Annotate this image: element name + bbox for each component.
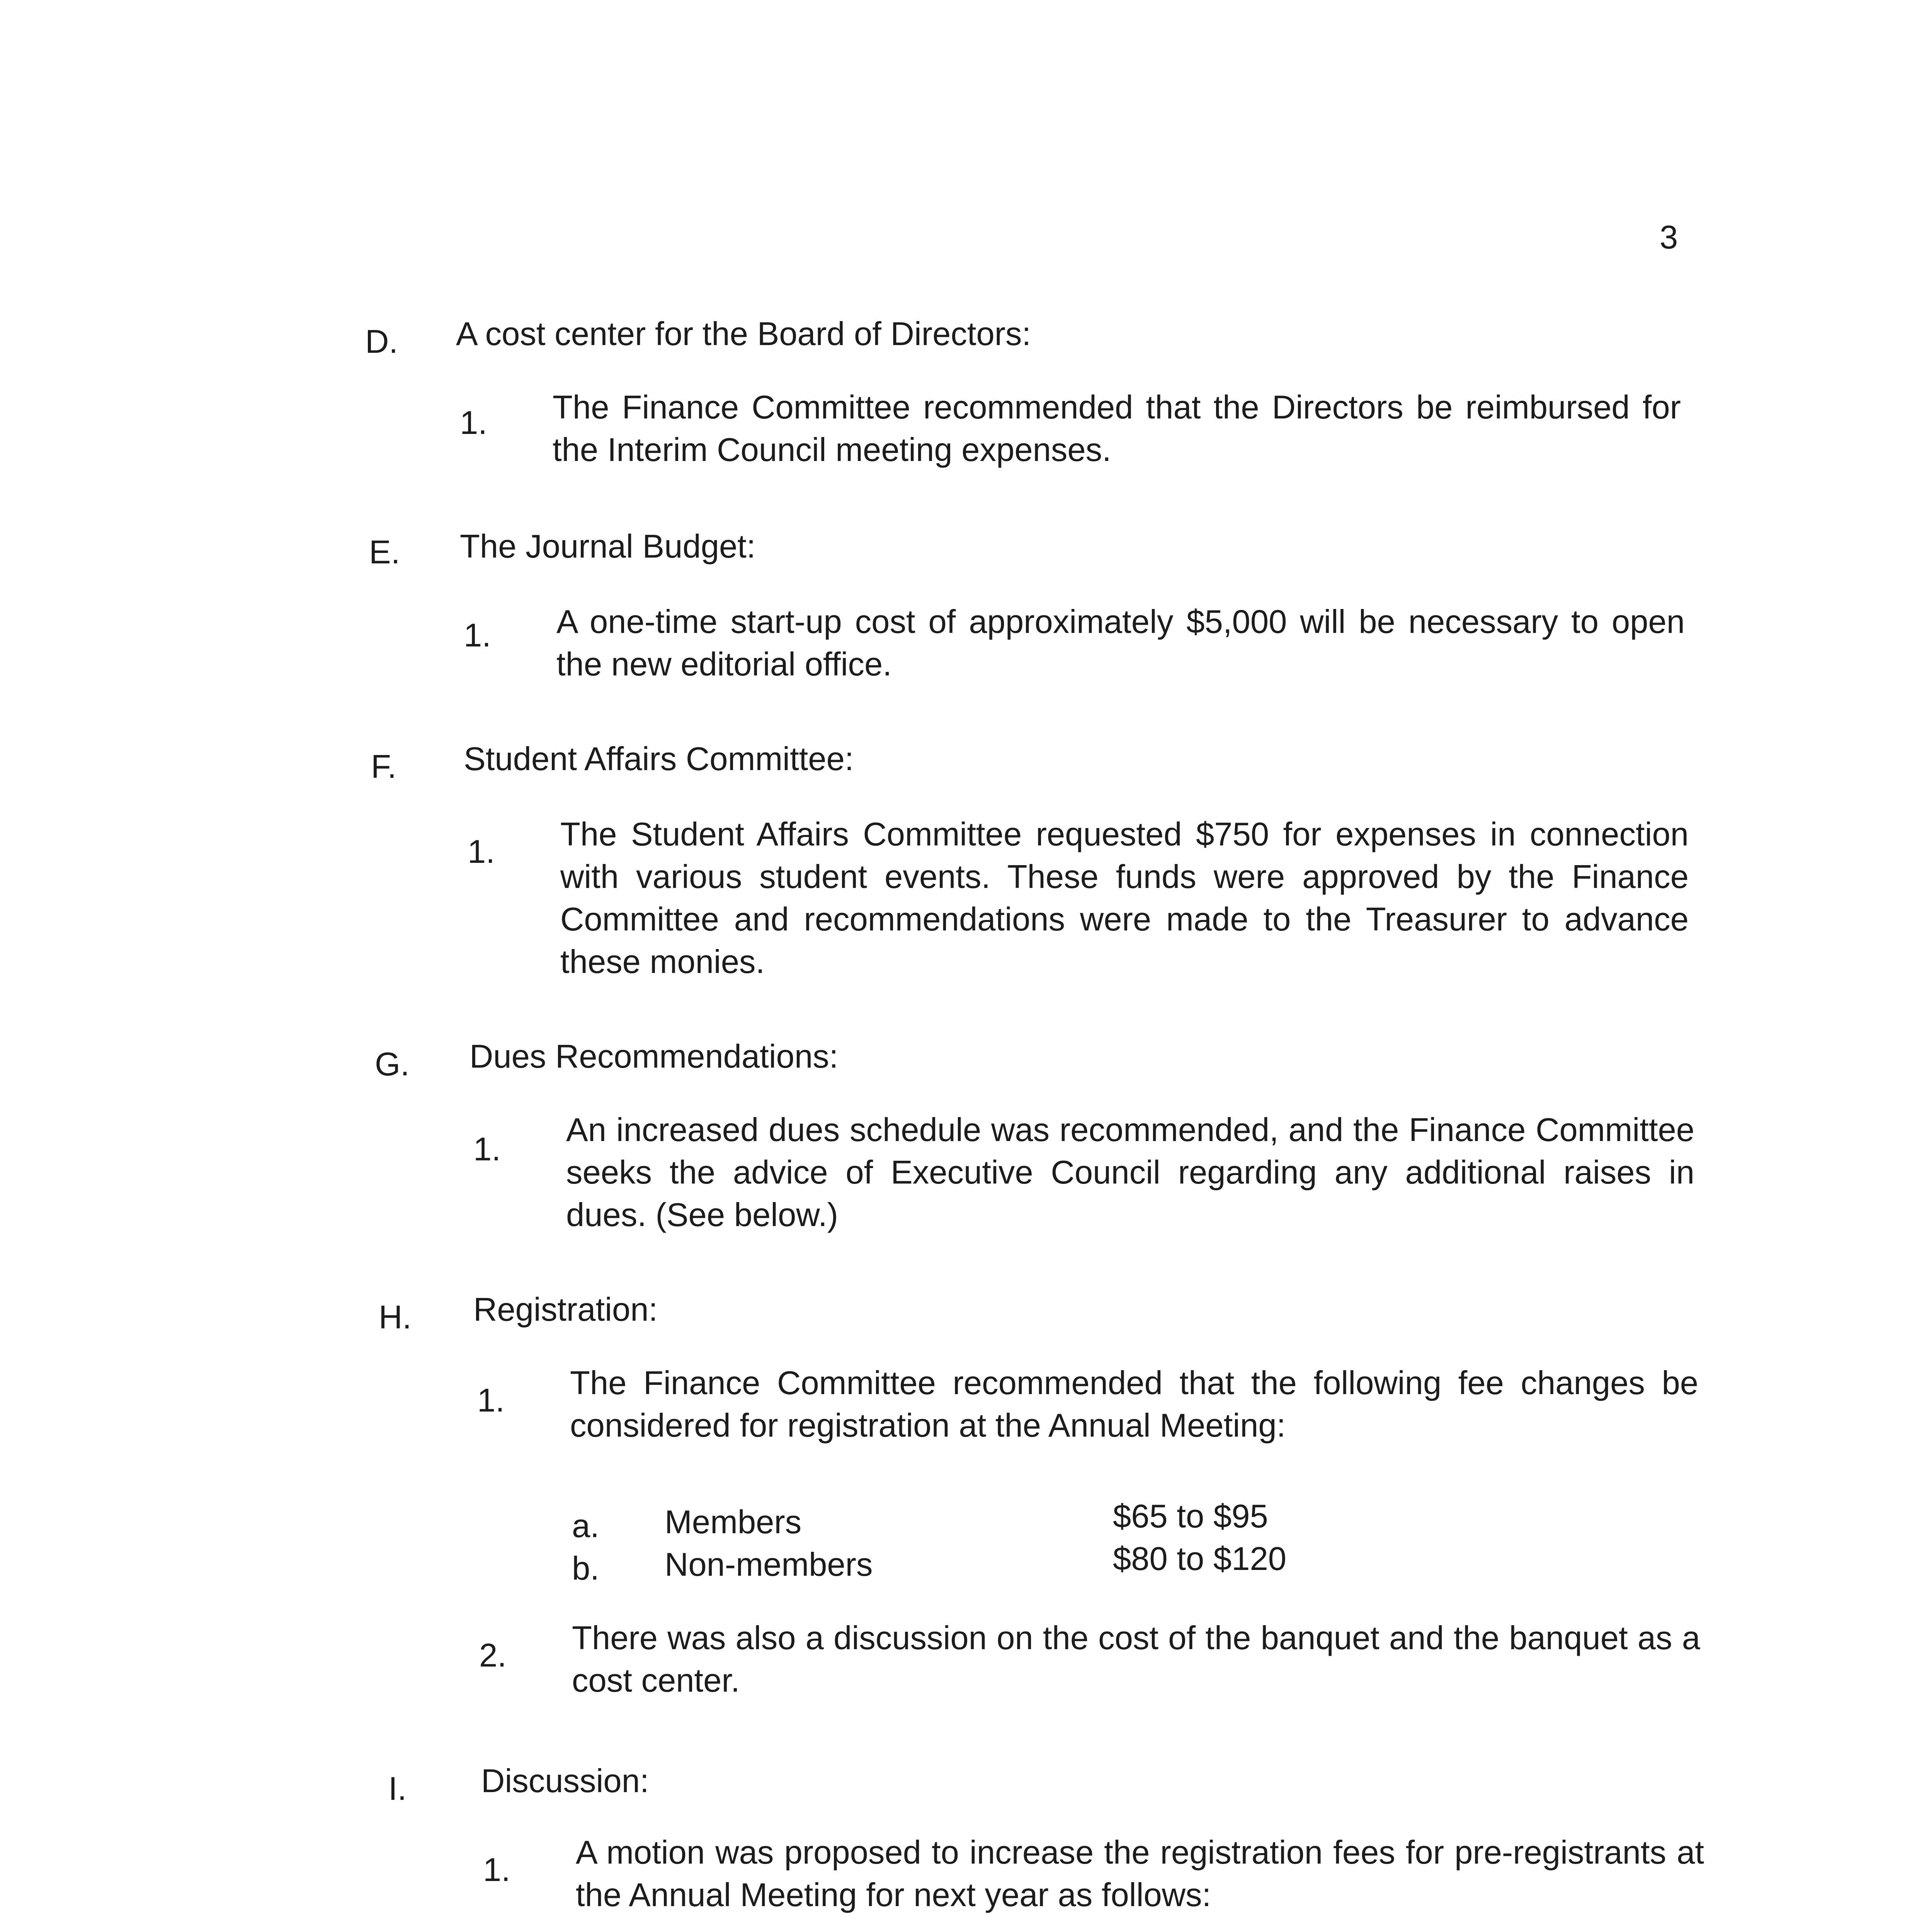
section-e-item-1-number: 1.	[464, 617, 491, 654]
fee-row-label: Members	[665, 1504, 802, 1541]
section-d-title: A cost center for the Board of Directors:	[456, 316, 1031, 352]
fee-row-change: $65 to $95	[1113, 1498, 1268, 1535]
section-i-letter: I.	[388, 1770, 407, 1807]
fee-row-change: $80 to $120	[1113, 1541, 1287, 1577]
section-d-item-1-text: The Finance Committee recommended that the Directors be reimbursed for the Interim Council meeting expenses.	[553, 389, 1681, 468]
section-h-title: Registration:	[473, 1291, 658, 1328]
page-number: 3	[1660, 219, 1678, 256]
section-e-letter: E.	[369, 534, 400, 571]
section-f-item-1-number: 1.	[468, 833, 495, 870]
section-i-item-1-number: 1.	[483, 1852, 510, 1888]
section-i-title: Discussion:	[481, 1763, 649, 1799]
section-d-item-1-number: 1.	[460, 405, 487, 441]
section-h-item-2-text: There was also a discussion on the cost of the banquet and the banquet as a cost center.	[572, 1620, 1700, 1699]
section-f-letter: F.	[371, 748, 397, 785]
section-g-item-1-number: 1.	[473, 1131, 501, 1168]
section-g-item-1-text: An increased dues schedule was recommended, and the Finance Committee seeks the advice of Executive Council regarding any additional raises in dues. (See below.)	[566, 1112, 1694, 1233]
section-h-letter: H.	[379, 1299, 412, 1336]
fee-row-label: Non-members	[665, 1546, 873, 1583]
section-h-item-1-number: 1.	[477, 1382, 505, 1419]
section-e-title: The Journal Budget:	[460, 528, 756, 565]
section-d-letter: D.	[365, 323, 398, 360]
fee-row-letter: a.	[572, 1508, 599, 1544]
section-g-title: Dues Recommendations:	[469, 1038, 839, 1075]
section-e-item-1-text: A one-time start-up cost of approximately $5,000 will be necessary to open the new editorial office.	[556, 604, 1685, 683]
section-h-item-2-number: 2.	[479, 1637, 507, 1674]
section-i-item-1-text: A motion was proposed to increase the registration fees for pre-registrants at the Annual Meeting for next year as follows:	[576, 1834, 1704, 1913]
section-h-item-1-text: The Finance Committee recommended that the following fee changes be considered for registration at the Annual Meeting:	[570, 1365, 1698, 1444]
section-g-letter: G.	[375, 1046, 410, 1083]
section-f-item-1-text: The Student Affairs Committee requested $750 for expenses in connection with various student events. These funds were approved by the Finance Committee and recommendations were made to the Treasurer to advance these monies.	[560, 816, 1689, 980]
fee-row-letter: b.	[572, 1550, 599, 1587]
section-f-title: Student Affairs Committee:	[464, 741, 854, 777]
